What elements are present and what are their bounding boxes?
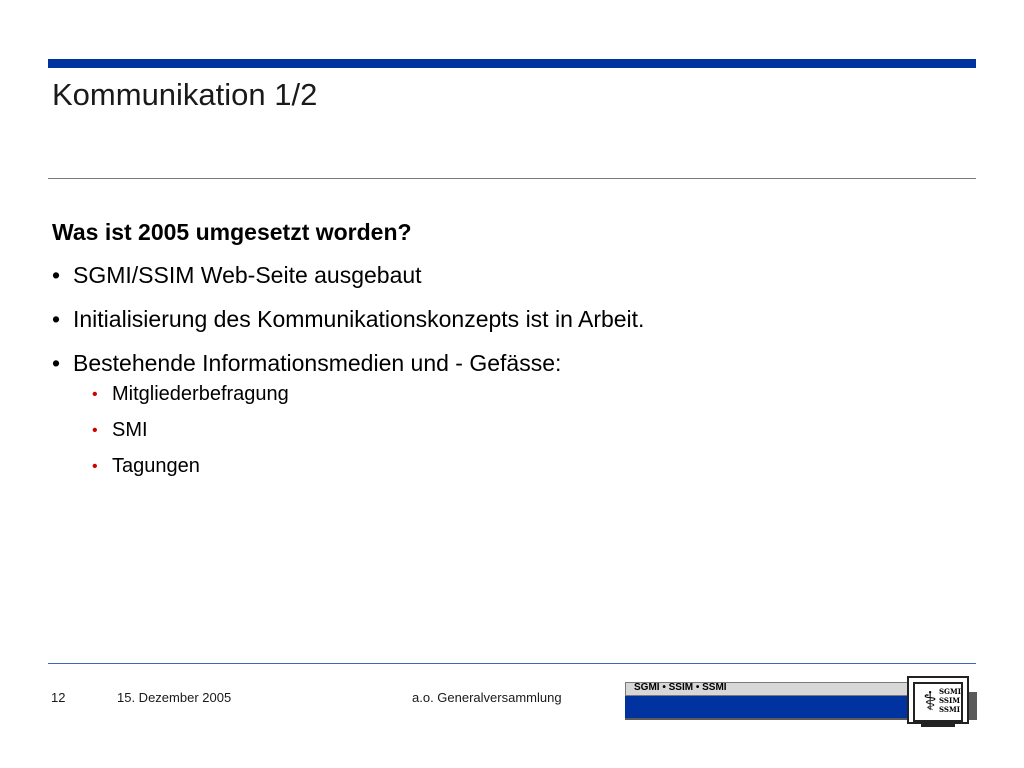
sub-bullet-icon: • bbox=[92, 422, 98, 439]
logo-monitor bbox=[907, 676, 969, 724]
bullet-icon: • bbox=[52, 306, 61, 332]
sub-bullet-item bbox=[92, 455, 952, 478]
bullet-icon: • bbox=[52, 350, 61, 376]
title-divider bbox=[48, 178, 976, 179]
bullet-item bbox=[52, 350, 952, 377]
sub-bullet-item bbox=[92, 419, 952, 442]
sub-bullet-text: Tagungen bbox=[112, 455, 200, 477]
bullet-text: SGMI/SSIM Web-Seite ausgebaut bbox=[73, 262, 422, 288]
sub-bullet-text: SMI bbox=[112, 419, 148, 441]
slide-title: Kommunikation 1/2 bbox=[52, 77, 318, 112]
sub-bullet-icon: • bbox=[92, 386, 98, 403]
footer-event: a.o. Generalversammlung bbox=[412, 690, 562, 705]
footer-divider bbox=[48, 663, 976, 664]
page-number: 12 bbox=[51, 690, 66, 705]
sub-bullet-item bbox=[92, 383, 952, 406]
bullet-item bbox=[52, 262, 952, 289]
bullet-item bbox=[52, 306, 952, 333]
sub-bullet-icon: • bbox=[92, 458, 98, 475]
top-accent-bar bbox=[48, 59, 976, 68]
logo-blue-bar bbox=[625, 696, 910, 718]
logo-band bbox=[625, 682, 912, 696]
footer-date: 15. Dezember 2005 bbox=[117, 690, 232, 705]
bullet-text: Initialisierung des Kommunikationskonzepts ist in Arbeit. bbox=[73, 306, 645, 332]
logo-band-text: SGMI • SSIM • SSMI bbox=[634, 682, 727, 693]
caduceus-icon: ⚕ bbox=[923, 686, 938, 716]
logo-monitor-stand bbox=[921, 722, 955, 727]
sub-bullet-list bbox=[92, 383, 952, 478]
logo-abbreviations: SGMI SSIM SSMI bbox=[939, 687, 962, 714]
logo-screen bbox=[913, 682, 963, 722]
slide-content bbox=[52, 219, 952, 491]
bullet-text: Bestehende Informationsmedien und - Gefässe: bbox=[73, 350, 562, 376]
content-heading: Was ist 2005 umgesetzt worden? bbox=[52, 219, 412, 245]
bullet-icon: • bbox=[52, 262, 61, 288]
sub-bullet-text: Mitgliederbefragung bbox=[112, 383, 289, 405]
sgmi-logo bbox=[625, 676, 980, 731]
